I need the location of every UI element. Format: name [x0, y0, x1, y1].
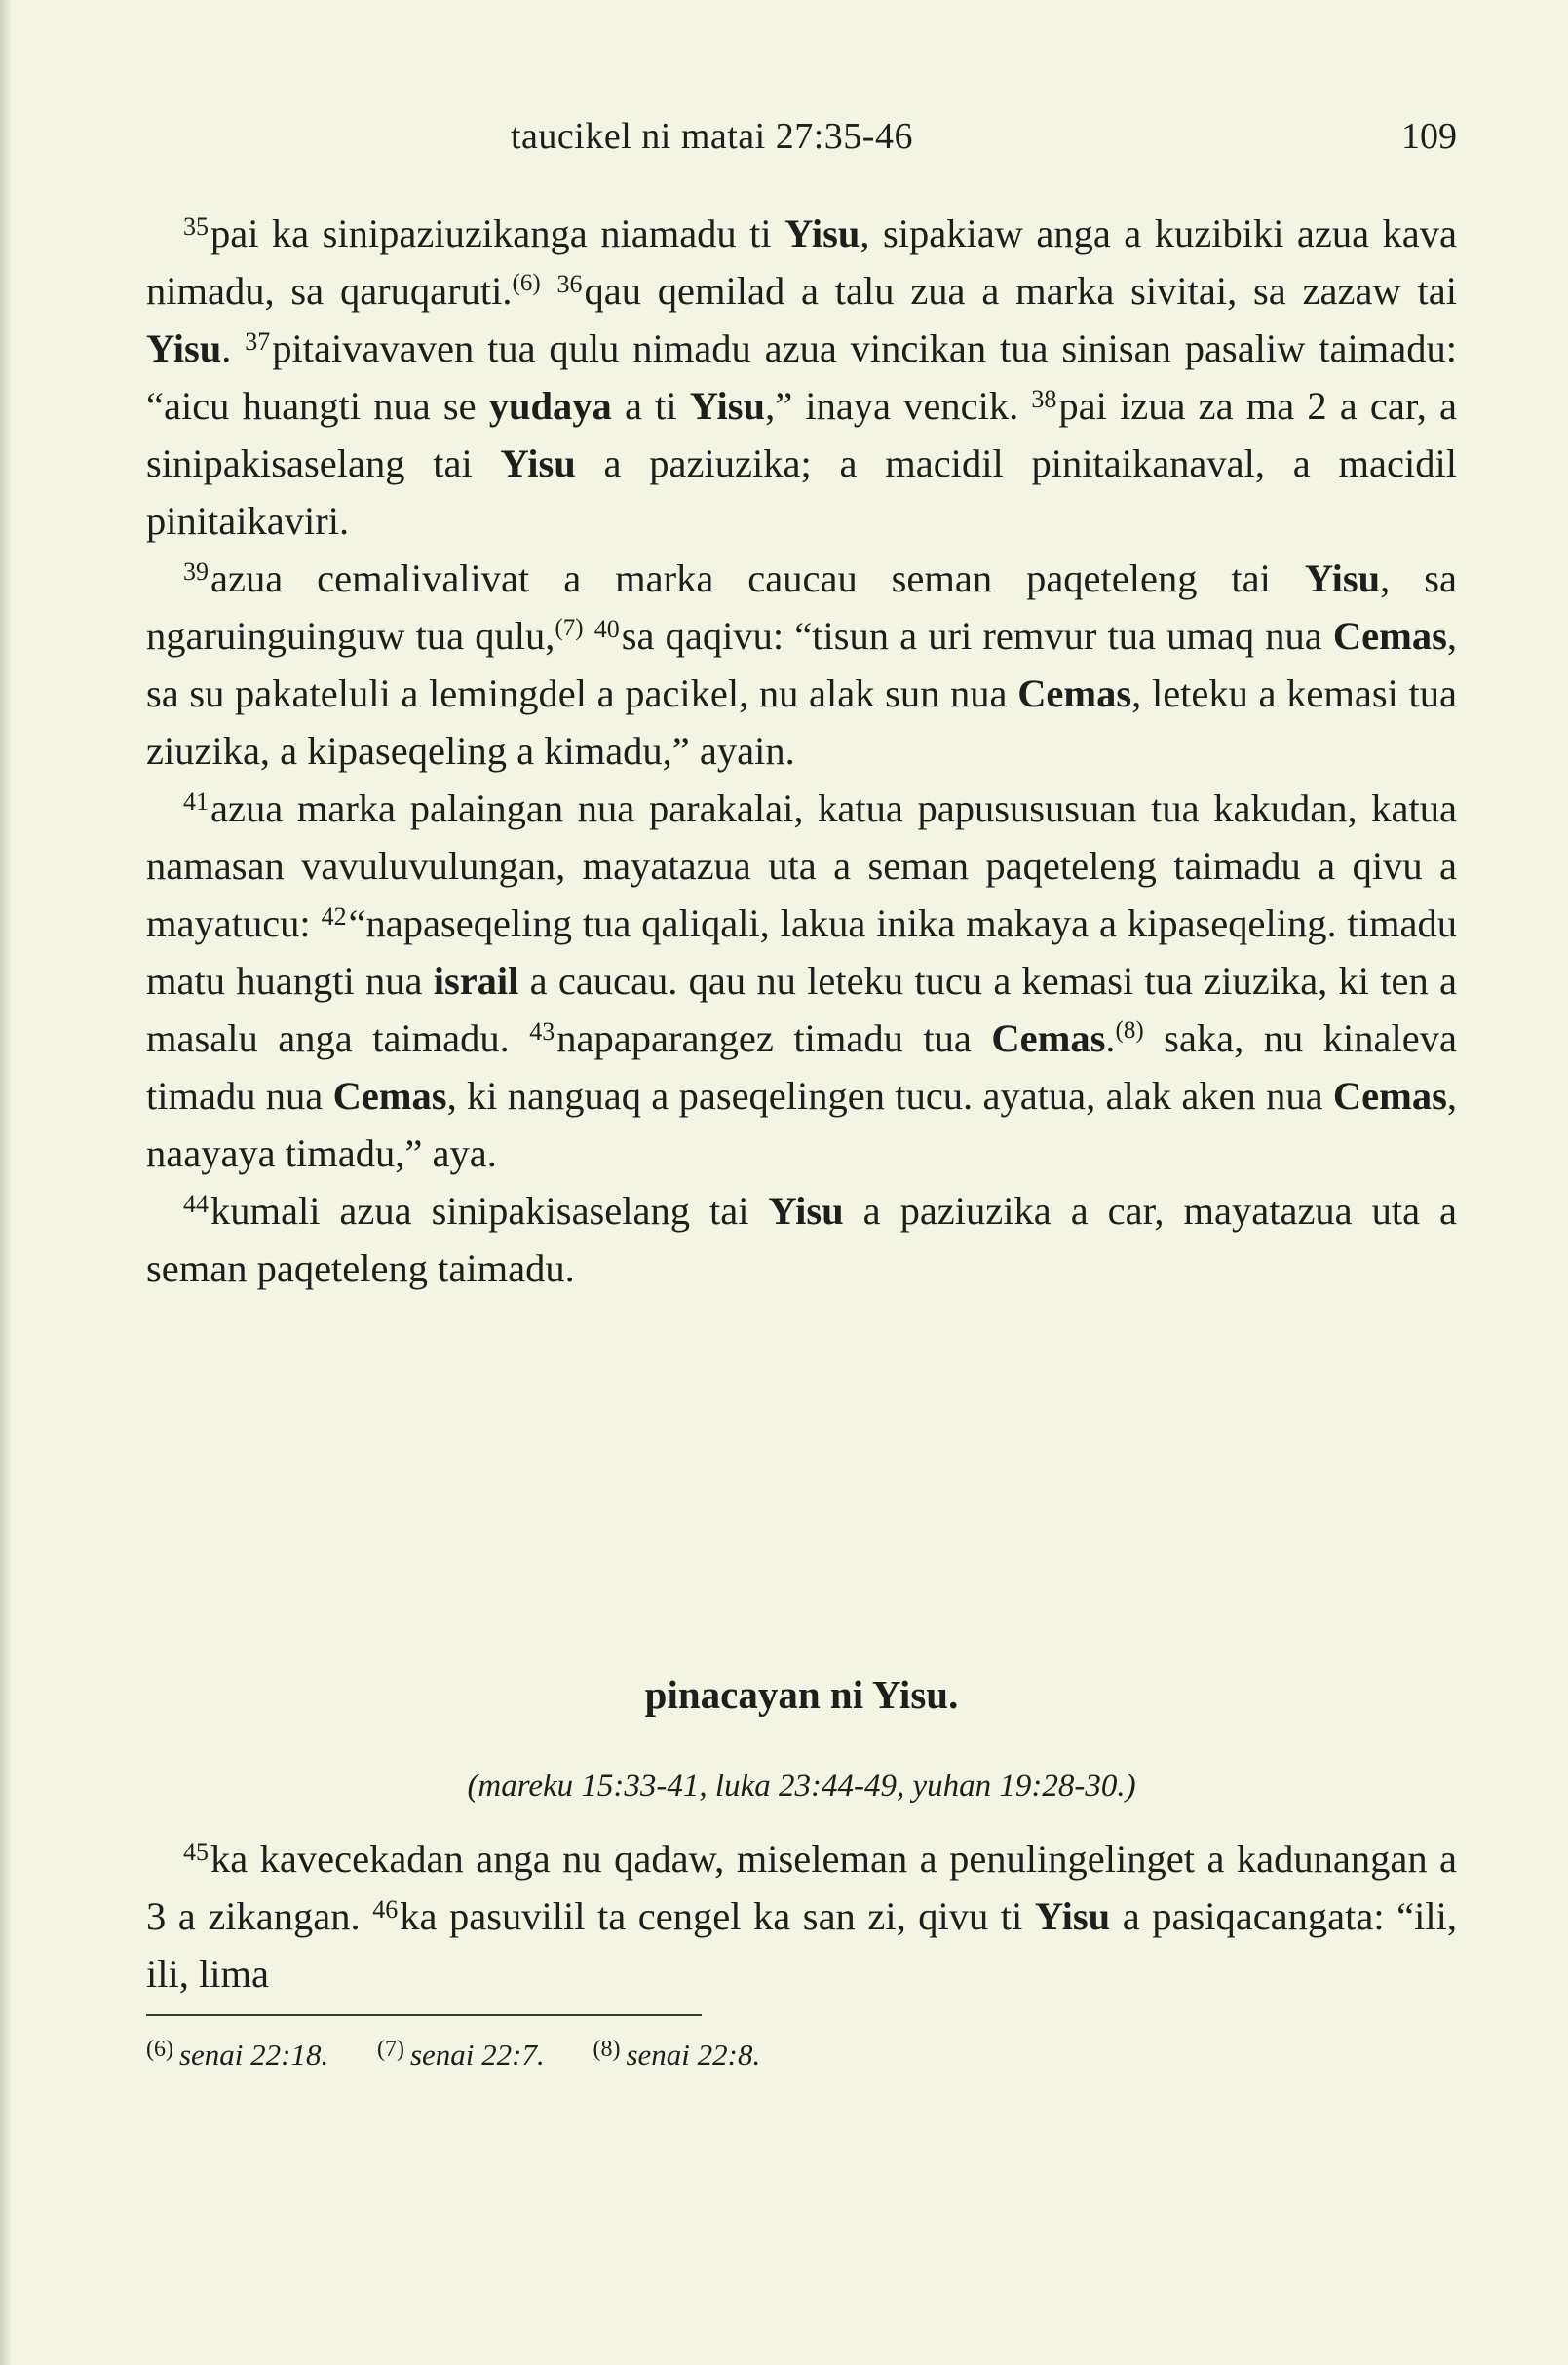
footnote	[146, 2038, 328, 2072]
verse-text: pai izua za ma 2 a car, a sinipakisaselang tai	[146, 384, 1458, 485]
bold-name: Yisu	[1034, 1894, 1111, 1938]
verse-text: , leteku a kemasi tua ziuzika, a kipaseqeling a kimadu,” ayain.	[146, 671, 1457, 773]
bold-name: yudaya	[488, 384, 612, 428]
footnote	[377, 2038, 545, 2072]
section-reference: (mareku 15:33-41, luka 23:44-49, yuhan 19:28-30.)	[467, 1769, 1136, 1804]
verse-text: a ti	[611, 384, 690, 428]
verse-number: 42	[321, 902, 347, 931]
bold-name: Cemas	[991, 1016, 1106, 1060]
footnote-mark: (6)	[146, 2037, 173, 2062]
page-number: 109	[1401, 116, 1457, 157]
paragraph	[146, 1830, 1457, 2003]
footnote-marker: (8)	[1115, 1017, 1144, 1044]
verse-number: 35	[183, 212, 209, 241]
footnote-mark: (7)	[377, 2037, 404, 2062]
footnote-ref: senai 22:7.	[409, 2038, 545, 2072]
bold-name: Yisu	[1304, 556, 1381, 600]
verse-text: kumali azua sinipakisaselang tai	[210, 1189, 769, 1233]
verse-text: qau qemilad a talu zua a marka sivitai, sa zazaw tai	[584, 269, 1458, 313]
verse-text: a pasiqacangata: “ili, ili, lima	[146, 1894, 1458, 1996]
verse-text: a paziuzika; a macidil pinitaikanaval, a macidil pinitaikaviri.	[146, 441, 1457, 543]
verse-number: 37	[245, 327, 271, 356]
bold-name: Cemas	[332, 1074, 447, 1118]
bold-name: israil	[433, 959, 519, 1003]
bold-name: Cemas	[1017, 671, 1132, 715]
verse-text: .	[221, 326, 232, 370]
verse-number: 36	[556, 270, 583, 298]
verse-text: pai ka sinipaziuzikanga niamadu ti	[210, 211, 785, 255]
verse-text: a caucau. qau nu leteku tucu a kemasi tua ziuzika, ki ten a masalu anga taimadu.	[146, 959, 1457, 1060]
bold-name: Yisu	[500, 441, 576, 485]
verse-text: “napaseqeling tua qaliqali, lakua inika makaya a kipaseqeling. timadu matu huangti nua	[146, 901, 1457, 1003]
footnotes	[146, 2025, 1457, 2079]
footnote-marker: (7)	[555, 615, 584, 641]
verse-text: , sipakiaw anga a kuzibiki azua kava nimadu, sa qaruqaruti.	[146, 211, 1457, 313]
footnote-ref: senai 22:8.	[626, 2038, 761, 2072]
verse-number: 44	[183, 1190, 209, 1218]
verse-number: 41	[183, 787, 209, 816]
verse-number: 40	[593, 615, 620, 643]
verse-text: ka kavecekadan anga nu qadaw, miseleman a penulingelinget a kadunangan a 3 a zikangan.	[146, 1837, 1457, 1938]
paragraph	[146, 205, 1457, 550]
footnote-rule	[146, 2014, 702, 2016]
verse-text: ka pasuvilil ta cengel ka san zi, qivu ti	[400, 1894, 1035, 1938]
paragraph	[146, 1182, 1457, 1297]
verse-number: 39	[183, 557, 209, 586]
running-head-title: taucikel ni matai 27:35-46	[511, 116, 913, 157]
footnote-ref: senai 22:18.	[178, 2038, 329, 2072]
verse-text: ,” inaya vencik.	[765, 384, 1019, 428]
paragraph	[146, 550, 1457, 780]
verse-text: , sa ngaruinguinguw tua qulu,	[146, 556, 1457, 658]
body-text	[146, 205, 1457, 1297]
verse-text: , sa su pakateluli a lemingdel a pacikel, nu alak sun nua	[146, 614, 1458, 715]
verse-text: azua marka palaingan nua parakalai, katua papusususuan tua kakudan, katua namasan vavuluvulungan, mayatazua uta a seman paqeteleng taimadu a qivu a mayatucu:	[146, 786, 1457, 945]
bold-name: Yisu	[146, 326, 222, 370]
verse-text: .	[1105, 1016, 1116, 1060]
section-title: pinacayan ni Yisu.	[644, 1672, 959, 1717]
page-spine-shadow	[0, 0, 12, 2365]
verse-number: 38	[1031, 385, 1057, 413]
bold-name: Cemas	[1332, 614, 1447, 658]
verse-text: azua cemalivalivat a marka caucau seman paqeteleng tai	[210, 556, 1305, 600]
verse-number: 46	[372, 1895, 399, 1924]
verse-text: , naayaya timadu,” aya.	[146, 1074, 1457, 1175]
verse-text: napaparangez timadu tua	[556, 1016, 992, 1060]
bold-name: Cemas	[1332, 1074, 1447, 1118]
body-text-continued	[146, 1830, 1457, 2003]
verse-text: a paziuzika a car, mayatazua uta a seman paqeteleng taimadu.	[146, 1189, 1458, 1290]
verse-number: 45	[183, 1838, 209, 1866]
verse-text: , ki nanguaq a paseqelingen tucu. ayatua, alak aken nua	[446, 1074, 1333, 1118]
footnote	[593, 2038, 761, 2072]
running-head	[146, 105, 1457, 164]
verse-text: sa qaqivu: “tisun a uri remvur tua umaq nua	[621, 614, 1333, 658]
verse-text: pitaivavaven tua qulu nimadu azua vincikan tua sinisan pasaliw taimadu: “aicu huangti nua se	[146, 326, 1457, 428]
footnote-marker: (6)	[512, 270, 541, 296]
verse-text: saka, nu kinaleva timadu nua	[146, 1016, 1457, 1118]
bold-name: Yisu	[689, 384, 766, 428]
verse-number: 43	[529, 1017, 555, 1046]
bold-name: Yisu	[784, 211, 860, 255]
footnote-mark: (8)	[593, 2037, 621, 2062]
paragraph	[146, 780, 1457, 1182]
bold-name: Yisu	[768, 1189, 844, 1233]
